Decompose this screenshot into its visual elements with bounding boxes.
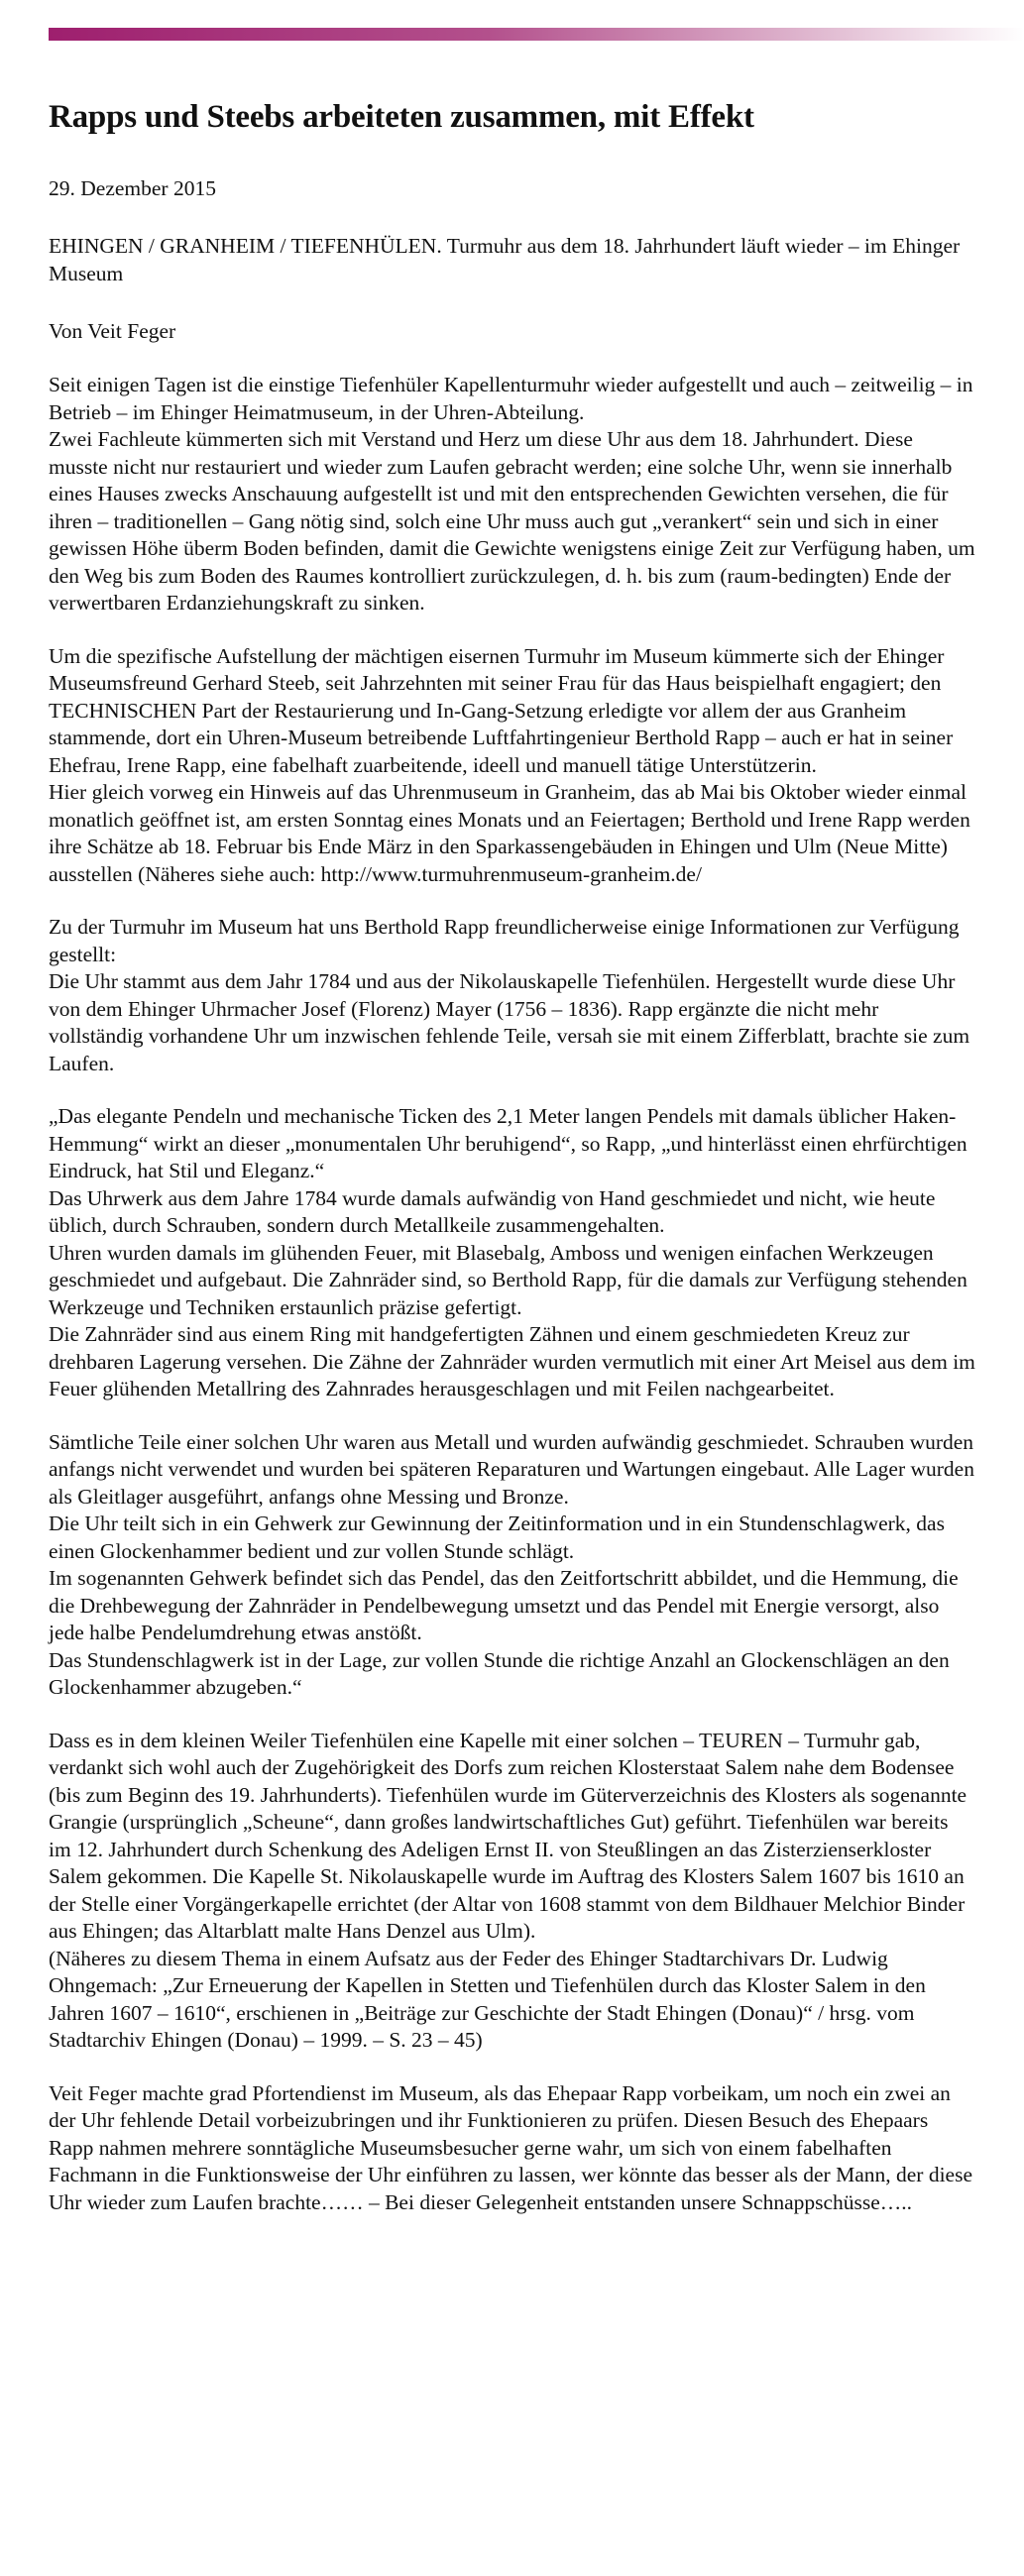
article-paragraph: [49, 1103, 975, 1403]
paragraph-line: Das Stundenschlagwerk ist in der Lage, zur vollen Stunde die richtige Anzahl an Glockenschlägen an den Glockenhammer abzugeben.“: [49, 1647, 950, 1699]
article-date: 29. Dezember 2015: [49, 176, 216, 200]
paragraph-line: Sämtliche Teile einer solchen Uhr waren aus Metall und wurden aufwändig geschmiedet. Schrauben wurden anfangs nicht verwendet und wurden bei späteren Reparaturen und Wartungen eingebaut. Alle Lager wurden als Gleitlager ausgeführt, anfangs ohne Messing und Bronze.: [49, 1429, 974, 1509]
article-paragraph: [49, 643, 975, 889]
article-paragraph: [49, 1728, 975, 2055]
paragraph-line: Hier gleich vorweg ein Hinweis auf das Uhrenmuseum in Granheim, das ab Mai bis Oktober wieder einmal monatlich geöffnet ist, am ersten Sonntag eines Monats und an Feiertagen; Berthold und Irene Rapp werden ihre Schätze ab 18. Februar bis Ende März in den Sparkassengebäuden in Ehingen und Ulm (Neue Mitte) ausstellen (Näheres siehe auch: http://www.turmuhrenmuseum-granheim.de/: [49, 780, 970, 886]
paragraph-line: „Das elegante Pendeln und mechanische Ticken des 2,1 Meter langen Pendels mit damals üblicher Haken-Hemmung“ wirkt an dieser „monumentalen Uhr beruhigend“, so Rapp, „und hinterlässt einen ehrfürchtigen Eindruck, hat Stil und Eleganz.“: [49, 1104, 967, 1182]
article: [49, 97, 975, 2242]
article-lead: EHINGEN / GRANHEIM / TIEFENHÜLEN. Turmuhr aus dem 18. Jahrhundert läuft wieder – im Ehinger Museum: [49, 234, 961, 285]
article-paragraph: [49, 372, 975, 617]
paragraph-line: Im sogenannten Gehwerk befindet sich das Pendel, das den Zeitfortschritt abbildet, und die Hemmung, die die Drehbewegung der Zahnräder in Pendelbewegung umsetzt und das Pendel mit Energie versorgt, also jede halbe Pendelumdrehung etwas anstößt.: [49, 1566, 959, 1644]
paragraph-line: Zwei Fachleute kümmerten sich mit Verstand und Herz um diese Uhr aus dem 18. Jahrhundert. Diese musste nicht nur restauriert und wieder zum Laufen gebracht werden; eine solche Uhr, wenn sie innerhalb eines Hauses zwecks Anschauung aufgestellt ist und mit den entsprechenden Gewichten versehen, die für ihren – traditionellen – Gang nötig sind, solch eine Uhr muss auch gut „verankert“ sein und sich in einer gewissen Höhe überm Boden befinden, damit die Gewichte wenigstens einige Zeit zur Verfügung haben, um den Weg bis zum Boden des Raumes kontrolliert zurückzulegen, d. h. bis zum (raum-bedingten) Ende der verwertbaren Erdanziehungskraft zu sinken.: [49, 427, 975, 615]
paragraph-line: Dass es in dem kleinen Weiler Tiefenhülen eine Kapelle mit einer solchen – TEUREN – Turmuhr gab, verdankt sich wohl auch der Zugehörigkeit des Dorfs zum reichen Klosterstaat Salem nahe dem Bodensee (bis zum Beginn des 19. Jahrhunderts). Tiefenhülen wurde im Güterverzeichnis des Klosters als sogenannte Grangie (ursprünglich „Scheune“, dann großes landwirtschaftliches Gut) geführt. Tiefenhülen war bereits im 12. Jahrhundert durch Schenkung des Adeligen Ernst II. von Steußlingen an das Zisterzienserkloster Salem gekommen. Die Kapelle St. Nikolauskapelle wurde im Auftrag des Klosters Salem 1607 bis 1610 an der Stelle einer Vorgängerkapelle errichtet (der Altar von 1608 stammt von dem Bildhauer Melchior Binder aus Ehingen; das Altarblatt malte Hans Denzel aus Ulm).: [49, 1728, 967, 1943]
paragraph-line: Das Uhrwerk aus dem Jahre 1784 wurde damals aufwändig von Hand geschmiedet und nicht, wie heute üblich, durch Schrauben, sondern durch Metallkeile zusammengehalten.: [49, 1185, 936, 1237]
paragraph-line: (Näheres zu diesem Thema in einem Aufsatz aus der Feder des Ehinger Stadtarchivars Dr. Ludwig Ohngemach: „Zur Erneuerung der Kapellen in Stetten und Tiefenhülen durch das Kloster Salem in den Jahren 1607 – 1610“, erschienen in „Beiträge zur Geschichte der Stadt Ehingen (Donau)“ / hrsg. vom Stadtarchiv Ehingen (Donau) – 1999. – S. 23 – 45): [49, 1946, 926, 2052]
paragraph-line: Veit Feger machte grad Pfortendienst im Museum, als das Ehepaar Rapp vorbeikam, um noch ein zwei an der Uhr fehlende Detail vorbeizubringen und ihr Funktionieren zu prüfen. Diesen Besuch des Ehepaars Rapp nahmen mehrere sonntägliche Museumsbesucher gerne wahr, um sich von einem fabelhaften Fachmann in die Funktionsweise der Uhr einführen zu lassen, wer könnte das besser als der Mann, der diese Uhr wieder zum Laufen brachte…… – Bei dieser Gelegenheit entstanden unsere Schnappschüsse…..: [49, 2080, 973, 2214]
paragraph-line: Die Uhr teilt sich in ein Gehwerk zur Gewinnung der Zeitinformation und in ein Stundenschlagwerk, das einen Glockenhammer bedient und zur vollen Stunde schlägt.: [49, 1512, 945, 1563]
article-body: [49, 372, 975, 2216]
article-paragraph: [49, 2080, 975, 2217]
article-paragraph: [49, 914, 975, 1077]
paragraph-line: Die Zahnräder sind aus einem Ring mit handgefertigten Zähnen und einem geschmiedeten Kreuz zur drehbaren Lagerung versehen. Die Zähne der Zahnräder wurden vermutlich mit einer Art Meisel aus dem im Feuer glühenden Metallring des Zahnrades herausgeschlagen und mit Feilen nachgearbeitet.: [49, 1322, 975, 1400]
paragraph-line: Uhren wurden damals im glühenden Feuer, mit Blasebalg, Amboss und wenigen einfachen Werkzeugen geschmiedet und aufgebaut. Die Zahnräder sind, so Berthold Rapp, für die damals zur Verfügung stehenden Werkzeuge und Techniken erstaunlich präzise gefertigt.: [49, 1240, 967, 1319]
paragraph-line: Die Uhr stammt aus dem Jahr 1784 und aus der Nikolauskapelle Tiefenhülen. Hergestellt wurde diese Uhr von dem Ehinger Uhrmacher Josef (Florenz) Mayer (1756 – 1836). Rapp ergänzte die nicht mehr vollständig vorhandene Uhr um inzwischen fehlende Teile, versah sie mit einem Zifferblatt, brachte sie zum Laufen.: [49, 969, 970, 1075]
header-accent-bar: [49, 28, 1024, 41]
paragraph-line: Zu der Turmuhr im Museum hat uns Berthold Rapp freundlicherweise einige Informationen zur Verfügung gestellt:: [49, 915, 960, 966]
article-author: Von Veit Feger: [49, 319, 176, 343]
paragraph-line: Seit einigen Tagen ist die einstige Tiefenhüler Kapellenturmuhr wieder aufgestellt und auch – zeitweilig – in Betrieb – im Ehinger Heimatmuseum, in der Uhren-Abteilung.: [49, 373, 973, 424]
article-paragraph: [49, 1429, 975, 1702]
article-title: Rapps und Steebs arbeiteten zusammen, mit Effekt: [49, 99, 754, 135]
paragraph-line: Um die spezifische Aufstellung der mächtigen eisernen Turmuhr im Museum kümmerte sich der Ehinger Museumsfreund Gerhard Steeb, seit Jahrzehnten mit seiner Frau für das Haus beispielhaft engagiert; den TECHNISCHEN Part der Restaurierung und In-Gang-Setzung erledigte vor allem der aus Granheim stammende, dort ein Uhren-Museum betreibende Luftfahrtingenieur Berthold Rapp – auch er hat in seiner Ehefrau, Irene Rapp, eine fabelhaft zuarbeitende, ideell und manuell tätige Unterstützerin.: [49, 643, 954, 777]
